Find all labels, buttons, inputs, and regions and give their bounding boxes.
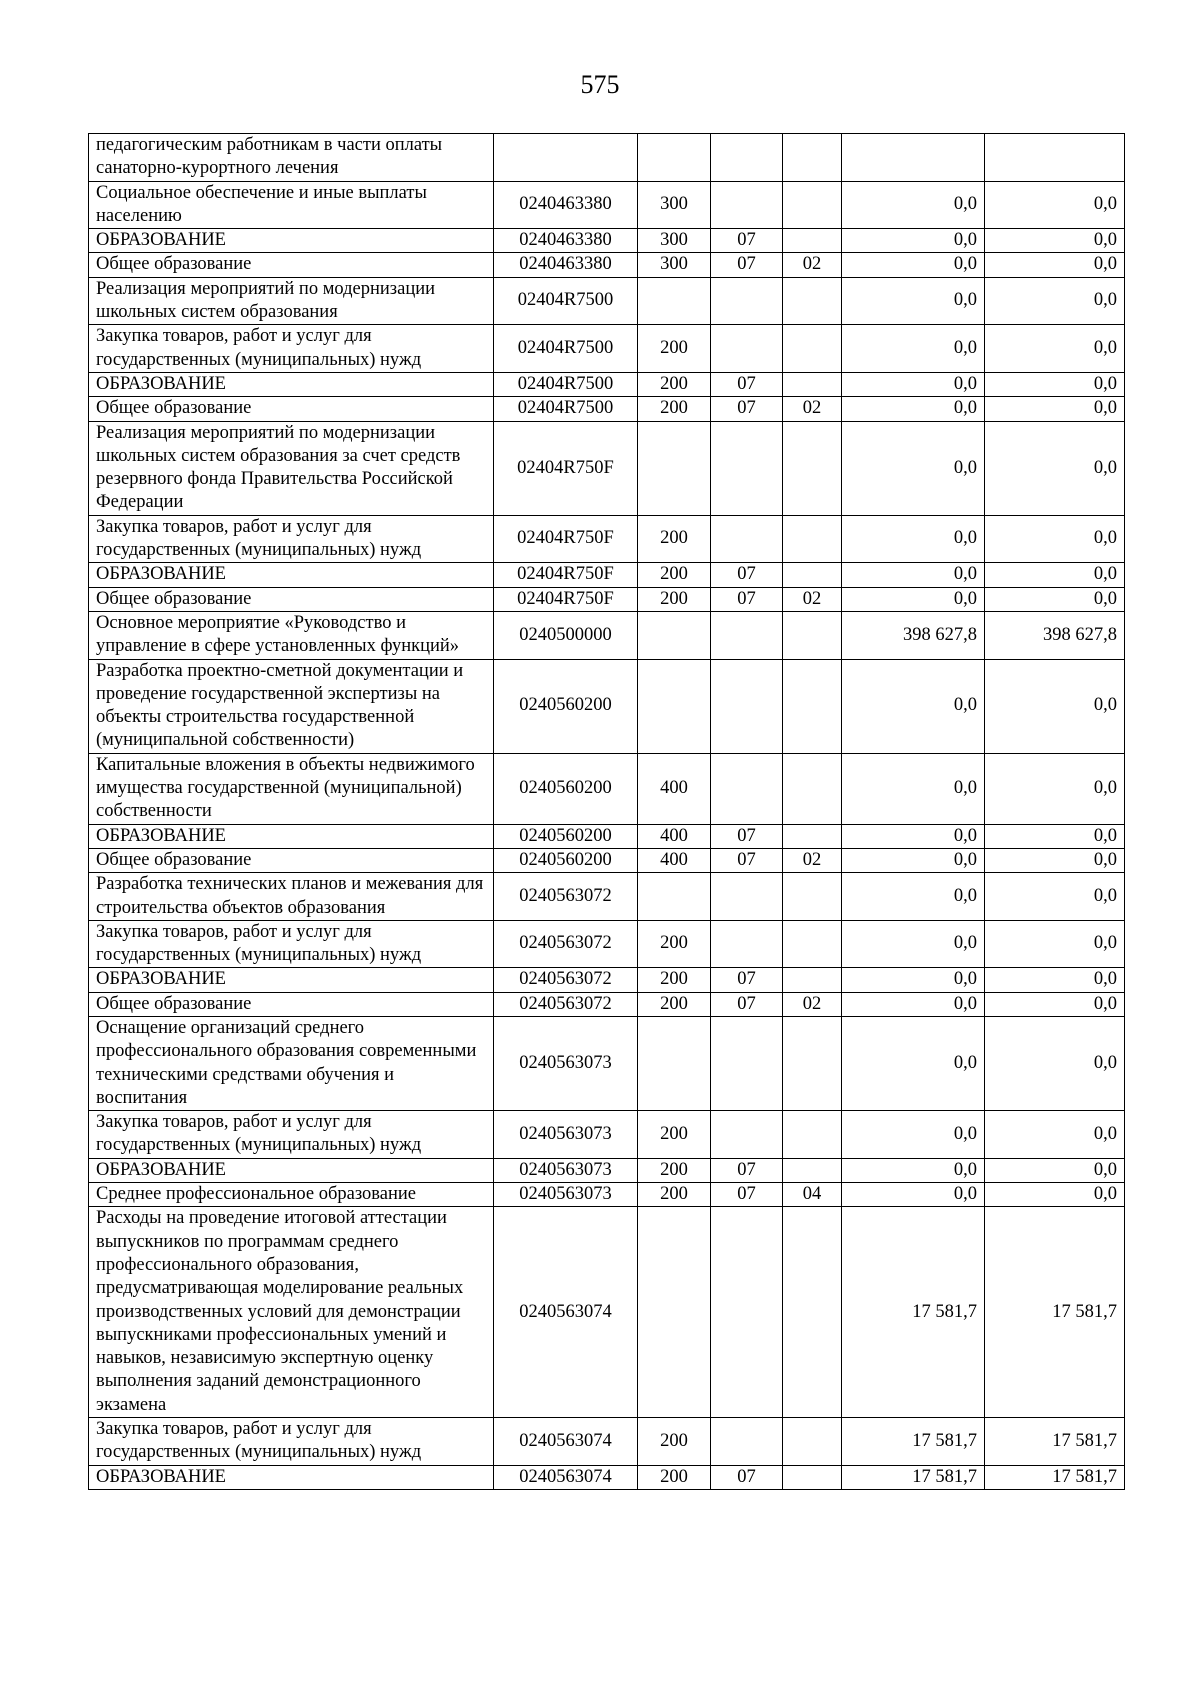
amount-cell-1: 0,0 (842, 753, 985, 824)
expense-type-cell: 200 (638, 992, 711, 1016)
expense-name-cell: Разработка технических планов и межевания для строительства объектов образования (89, 873, 494, 921)
section-cell: 07 (711, 253, 783, 277)
subsection-cell (783, 1207, 842, 1418)
target-code-cell: 0240560200 (494, 848, 638, 872)
expense-type-cell: 400 (638, 824, 711, 848)
amount-cell-1 (842, 134, 985, 182)
subsection-cell (783, 421, 842, 515)
target-code-cell: 0240563072 (494, 920, 638, 968)
amount-cell-1: 0,0 (842, 873, 985, 921)
amount-cell-1: 0,0 (842, 848, 985, 872)
expense-type-cell: 200 (638, 1418, 711, 1466)
amount-cell-2: 0,0 (985, 968, 1125, 992)
amount-cell-2: 0,0 (985, 372, 1125, 396)
expense-name-cell: Закупка товаров, работ и услуг для государственных (муниципальных) нужд (89, 1111, 494, 1159)
target-code-cell: 0240560200 (494, 753, 638, 824)
table-row (89, 824, 1125, 848)
subsection-cell (783, 229, 842, 253)
amount-cell-2: 0,0 (985, 181, 1125, 229)
expense-type-cell: 200 (638, 397, 711, 421)
amount-cell-1: 0,0 (842, 968, 985, 992)
table-row (89, 1111, 1125, 1159)
target-code-cell: 0240500000 (494, 611, 638, 659)
target-code-cell: 0240563073 (494, 1158, 638, 1182)
expense-type-cell (638, 873, 711, 921)
subsection-cell: 02 (783, 992, 842, 1016)
target-code-cell: 02404R7500 (494, 372, 638, 396)
section-cell: 07 (711, 968, 783, 992)
expense-type-cell: 200 (638, 325, 711, 373)
expense-name-cell: Основное мероприятие «Руководство и управление в сфере установленных функций» (89, 611, 494, 659)
expense-type-cell (638, 1207, 711, 1418)
expense-type-cell (638, 611, 711, 659)
section-cell (711, 659, 783, 753)
table-row (89, 1207, 1125, 1418)
expense-type-cell: 200 (638, 372, 711, 396)
subsection-cell (783, 277, 842, 325)
target-code-cell: 0240563072 (494, 873, 638, 921)
target-code-cell: 0240563074 (494, 1418, 638, 1466)
subsection-cell: 04 (783, 1183, 842, 1207)
section-cell: 07 (711, 1183, 783, 1207)
expense-name-cell: ОБРАЗОВАНИЕ (89, 824, 494, 848)
table-row (89, 659, 1125, 753)
expense-name-cell: Социальное обеспечение и иные выплаты населению (89, 181, 494, 229)
amount-cell-2: 17 581,7 (985, 1207, 1125, 1418)
expense-type-cell (638, 134, 711, 182)
amount-cell-2: 0,0 (985, 848, 1125, 872)
table-body (89, 134, 1125, 1490)
amount-cell-2: 0,0 (985, 659, 1125, 753)
table-row (89, 277, 1125, 325)
expense-name-cell: Закупка товаров, работ и услуг для государственных (муниципальных) нужд (89, 325, 494, 373)
section-cell: 07 (711, 824, 783, 848)
section-cell (711, 421, 783, 515)
amount-cell-1: 0,0 (842, 587, 985, 611)
target-code-cell: 02404R7500 (494, 277, 638, 325)
amount-cell-1: 0,0 (842, 824, 985, 848)
amount-cell-2: 0,0 (985, 253, 1125, 277)
subsection-cell (783, 1418, 842, 1466)
expense-name-cell: Закупка товаров, работ и услуг для государственных (муниципальных) нужд (89, 1418, 494, 1466)
amount-cell-2: 0,0 (985, 992, 1125, 1016)
amount-cell-2: 17 581,7 (985, 1465, 1125, 1489)
amount-cell-1: 0,0 (842, 372, 985, 396)
target-code-cell: 0240463380 (494, 229, 638, 253)
section-cell (711, 611, 783, 659)
subsection-cell (783, 1111, 842, 1159)
expense-name-cell: педагогическим работникам в части оплаты санаторно-курортного лечения (89, 134, 494, 182)
subsection-cell (783, 563, 842, 587)
target-code-cell: 02404R7500 (494, 325, 638, 373)
table-row (89, 181, 1125, 229)
table-row (89, 1465, 1125, 1489)
subsection-cell (783, 134, 842, 182)
target-code-cell: 0240463380 (494, 253, 638, 277)
section-cell (711, 1207, 783, 1418)
target-code-cell: 0240563073 (494, 1183, 638, 1207)
amount-cell-2 (985, 134, 1125, 182)
amount-cell-1: 0,0 (842, 515, 985, 563)
target-code-cell: 0240463380 (494, 181, 638, 229)
subsection-cell: 02 (783, 848, 842, 872)
table-row (89, 920, 1125, 968)
section-cell (711, 277, 783, 325)
amount-cell-2: 0,0 (985, 563, 1125, 587)
expense-name-cell: Расходы на проведение итоговой аттестации выпускников по программам среднего профессионального образования, предусматривающая моделирование реальных производственных условий для демонстрации выпускниками профессиональных умений и навыков, независимую экспертную оценку выполнения заданий демонстрационного экзамена (89, 1207, 494, 1418)
target-code-cell (494, 134, 638, 182)
table-row (89, 253, 1125, 277)
section-cell: 07 (711, 563, 783, 587)
expense-type-cell: 200 (638, 563, 711, 587)
expense-name-cell: ОБРАЗОВАНИЕ (89, 1465, 494, 1489)
amount-cell-2: 0,0 (985, 325, 1125, 373)
target-code-cell: 0240563072 (494, 968, 638, 992)
amount-cell-2: 17 581,7 (985, 1418, 1125, 1466)
section-cell: 07 (711, 1465, 783, 1489)
expense-type-cell: 300 (638, 253, 711, 277)
table-row (89, 372, 1125, 396)
amount-cell-1: 0,0 (842, 325, 985, 373)
amount-cell-1: 0,0 (842, 1111, 985, 1159)
expense-name-cell: ОБРАЗОВАНИЕ (89, 1158, 494, 1182)
expense-type-cell: 400 (638, 848, 711, 872)
amount-cell-2: 0,0 (985, 1111, 1125, 1159)
expense-name-cell: Капитальные вложения в объекты недвижимого имущества государственной (муниципальной) собственности (89, 753, 494, 824)
amount-cell-2: 0,0 (985, 1183, 1125, 1207)
target-code-cell: 0240563073 (494, 1016, 638, 1110)
section-cell (711, 1111, 783, 1159)
amount-cell-2: 0,0 (985, 753, 1125, 824)
amount-cell-1: 17 581,7 (842, 1207, 985, 1418)
table-row (89, 848, 1125, 872)
expense-name-cell: ОБРАЗОВАНИЕ (89, 968, 494, 992)
table-row (89, 753, 1125, 824)
expense-type-cell: 300 (638, 229, 711, 253)
expense-name-cell: Реализация мероприятий по модернизации школьных систем образования (89, 277, 494, 325)
subsection-cell (783, 515, 842, 563)
amount-cell-1: 0,0 (842, 563, 985, 587)
page-number: 575 (580, 70, 620, 99)
expense-name-cell: Разработка проектно-сметной документации и проведение государственной экспертизы на объекты строительства государственной (муниципальной собственности) (89, 659, 494, 753)
section-cell: 07 (711, 372, 783, 396)
section-cell (711, 134, 783, 182)
amount-cell-1: 0,0 (842, 253, 985, 277)
subsection-cell (783, 824, 842, 848)
table-row (89, 325, 1125, 373)
amount-cell-2: 0,0 (985, 873, 1125, 921)
amount-cell-2: 0,0 (985, 920, 1125, 968)
amount-cell-1: 398 627,8 (842, 611, 985, 659)
amount-cell-2: 0,0 (985, 397, 1125, 421)
expense-type-cell: 300 (638, 181, 711, 229)
subsection-cell (783, 968, 842, 992)
section-cell: 07 (711, 992, 783, 1016)
expense-type-cell: 200 (638, 1158, 711, 1182)
amount-cell-2: 0,0 (985, 824, 1125, 848)
amount-cell-2: 0,0 (985, 229, 1125, 253)
table-row (89, 992, 1125, 1016)
table-row (89, 587, 1125, 611)
expense-type-cell (638, 1016, 711, 1110)
section-cell: 07 (711, 587, 783, 611)
section-cell (711, 920, 783, 968)
target-code-cell: 02404R7500 (494, 397, 638, 421)
subsection-cell (783, 611, 842, 659)
expense-name-cell: Закупка товаров, работ и услуг для государственных (муниципальных) нужд (89, 515, 494, 563)
expense-name-cell: Общее образование (89, 397, 494, 421)
amount-cell-1: 17 581,7 (842, 1418, 985, 1466)
target-code-cell: 0240560200 (494, 824, 638, 848)
expense-name-cell: Оснащение организаций среднего профессионального образования современными техническими средствами обучения и воспитания (89, 1016, 494, 1110)
section-cell: 07 (711, 229, 783, 253)
table-row (89, 421, 1125, 515)
subsection-cell (783, 920, 842, 968)
section-cell: 07 (711, 1158, 783, 1182)
expense-name-cell: Реализация мероприятий по модернизации школьных систем образования за счет средств резервного фонда Правительства Российской Федерации (89, 421, 494, 515)
amount-cell-2: 0,0 (985, 515, 1125, 563)
section-cell (711, 181, 783, 229)
expense-type-cell: 400 (638, 753, 711, 824)
expense-type-cell: 200 (638, 920, 711, 968)
expense-type-cell (638, 659, 711, 753)
amount-cell-2: 0,0 (985, 277, 1125, 325)
section-cell: 07 (711, 848, 783, 872)
amount-cell-2: 0,0 (985, 587, 1125, 611)
target-code-cell: 02404R750F (494, 515, 638, 563)
subsection-cell (783, 873, 842, 921)
amount-cell-1: 0,0 (842, 181, 985, 229)
amount-cell-2: 0,0 (985, 1158, 1125, 1182)
subsection-cell: 02 (783, 253, 842, 277)
subsection-cell: 02 (783, 587, 842, 611)
section-cell (711, 1016, 783, 1110)
expense-name-cell: Общее образование (89, 253, 494, 277)
amount-cell-2: 0,0 (985, 1016, 1125, 1110)
table-row (89, 611, 1125, 659)
subsection-cell (783, 1465, 842, 1489)
expense-name-cell: Общее образование (89, 587, 494, 611)
subsection-cell (783, 1016, 842, 1110)
amount-cell-1: 0,0 (842, 1158, 985, 1182)
subsection-cell (783, 372, 842, 396)
amount-cell-1: 0,0 (842, 397, 985, 421)
amount-cell-1: 0,0 (842, 1016, 985, 1110)
target-code-cell: 02404R750F (494, 421, 638, 515)
target-code-cell: 0240563074 (494, 1207, 638, 1418)
table-row (89, 873, 1125, 921)
expense-type-cell: 200 (638, 515, 711, 563)
section-cell (711, 515, 783, 563)
section-cell: 07 (711, 397, 783, 421)
amount-cell-1: 0,0 (842, 920, 985, 968)
expense-type-cell: 200 (638, 968, 711, 992)
amount-cell-1: 0,0 (842, 992, 985, 1016)
subsection-cell (783, 325, 842, 373)
table-row (89, 1418, 1125, 1466)
subsection-cell (783, 659, 842, 753)
table-row (89, 229, 1125, 253)
amount-cell-1: 0,0 (842, 421, 985, 515)
expense-type-cell: 200 (638, 1111, 711, 1159)
section-cell (711, 325, 783, 373)
expense-name-cell: Общее образование (89, 992, 494, 1016)
table-row (89, 563, 1125, 587)
expense-type-cell (638, 277, 711, 325)
subsection-cell (783, 1158, 842, 1182)
target-code-cell: 02404R750F (494, 587, 638, 611)
amount-cell-1: 0,0 (842, 659, 985, 753)
target-code-cell: 0240563073 (494, 1111, 638, 1159)
expense-name-cell: Среднее профессиональное образование (89, 1183, 494, 1207)
target-code-cell: 0240563074 (494, 1465, 638, 1489)
expense-name-cell: ОБРАЗОВАНИЕ (89, 372, 494, 396)
table-row (89, 968, 1125, 992)
expense-type-cell: 200 (638, 1465, 711, 1489)
target-code-cell: 0240560200 (494, 659, 638, 753)
subsection-cell (783, 753, 842, 824)
expense-name-cell: Закупка товаров, работ и услуг для государственных (муниципальных) нужд (89, 920, 494, 968)
expense-name-cell: ОБРАЗОВАНИЕ (89, 563, 494, 587)
expense-type-cell (638, 421, 711, 515)
amount-cell-2: 0,0 (985, 421, 1125, 515)
amount-cell-1: 0,0 (842, 277, 985, 325)
amount-cell-1: 0,0 (842, 1183, 985, 1207)
expense-type-cell: 200 (638, 1183, 711, 1207)
subsection-cell (783, 181, 842, 229)
amount-cell-2: 398 627,8 (985, 611, 1125, 659)
table-row (89, 515, 1125, 563)
budget-table (88, 133, 1125, 1490)
expense-type-cell: 200 (638, 587, 711, 611)
subsection-cell: 02 (783, 397, 842, 421)
table-row (89, 1016, 1125, 1110)
table-row (89, 1183, 1125, 1207)
table-row (89, 397, 1125, 421)
target-code-cell: 02404R750F (494, 563, 638, 587)
table-row (89, 134, 1125, 182)
amount-cell-1: 17 581,7 (842, 1465, 985, 1489)
section-cell (711, 753, 783, 824)
amount-cell-1: 0,0 (842, 229, 985, 253)
target-code-cell: 0240563072 (494, 992, 638, 1016)
expense-name-cell: ОБРАЗОВАНИЕ (89, 229, 494, 253)
section-cell (711, 1418, 783, 1466)
expense-name-cell: Общее образование (89, 848, 494, 872)
table-row (89, 1158, 1125, 1182)
section-cell (711, 873, 783, 921)
